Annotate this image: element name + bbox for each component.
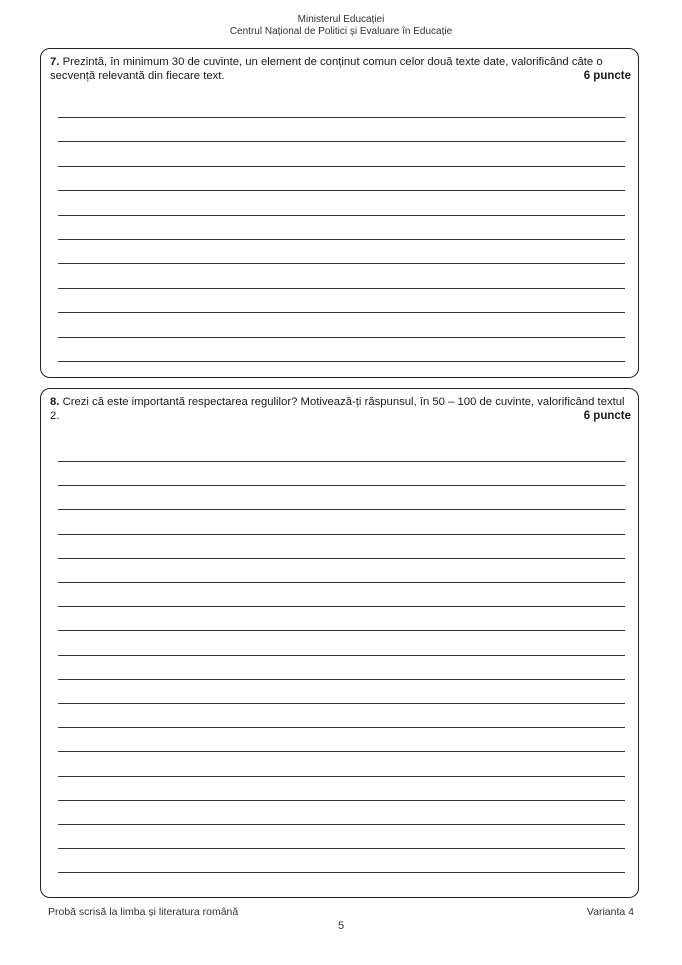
answer-line[interactable] [58,509,625,510]
question-7-box [40,48,639,378]
footer-variant: Varianta 4 [586,906,634,918]
answer-line[interactable] [58,703,625,704]
answer-line[interactable] [58,117,625,118]
answer-line[interactable] [58,239,625,240]
header-center: Centrul Național de Politici și Evaluare în Educație [229,26,453,37]
answer-line[interactable] [58,312,625,313]
answer-line[interactable] [58,263,625,264]
page-number: 5 [337,920,345,932]
answer-line[interactable] [58,727,625,728]
answer-lines-7[interactable] [58,49,625,377]
answer-line[interactable] [58,215,625,216]
answer-line[interactable] [58,288,625,289]
question-8-points: 6 puncte [583,409,631,422]
answer-line[interactable] [58,872,625,873]
question-8-number: 8. [50,396,60,408]
header-ministry: Ministerul Educației [297,14,385,25]
question-7-points: 6 puncte [583,69,631,82]
answer-line[interactable] [58,679,625,680]
answer-line[interactable] [58,141,625,142]
answer-lines-8[interactable] [58,389,625,897]
answer-line[interactable] [58,558,625,559]
footer-exam-title: Probă scrisă la limba și literatura română [48,906,239,918]
answer-line[interactable] [58,166,625,167]
answer-line[interactable] [58,534,625,535]
question-7-prompt: Prezintă, în minimum 30 de cuvinte, un element de conținut comun celor două texte date, valorificând câte o secvență relevantă din fiecare text. [50,56,603,82]
answer-line[interactable] [58,800,625,801]
page-header [0,14,682,38]
answer-line[interactable] [58,776,625,777]
answer-line[interactable] [58,848,625,849]
answer-line[interactable] [58,361,625,362]
answer-line[interactable] [58,582,625,583]
question-7-number: 7. [50,56,60,68]
answer-line[interactable] [58,655,625,656]
answer-line[interactable] [58,337,625,338]
answer-line[interactable] [58,485,625,486]
answer-line[interactable] [58,190,625,191]
answer-line[interactable] [58,824,625,825]
answer-line[interactable] [58,751,625,752]
question-8-box [40,388,639,898]
answer-line[interactable] [58,606,625,607]
question-8-prompt: Crezi că este importantă respectarea regulilor? Motivează-ți răspunsul, în 50 – 100 de cuvinte, valorificând textul 2. [50,396,625,422]
answer-line[interactable] [58,630,625,631]
answer-line[interactable] [58,461,625,462]
